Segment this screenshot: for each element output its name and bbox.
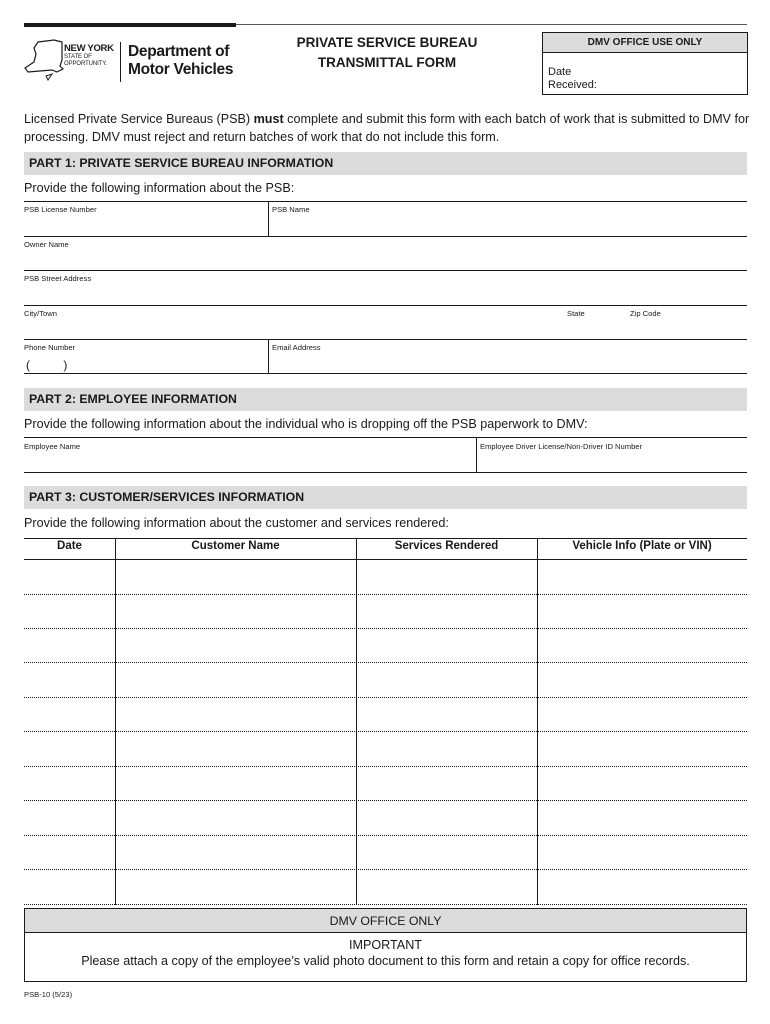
nys-dmv-logo — [24, 36, 244, 86]
part2-heading: PART 2: EMPLOYEE INFORMATION — [24, 388, 747, 411]
date-received-label-1: Date — [548, 66, 572, 78]
part1-rule-bottom — [24, 373, 747, 374]
header-rule-thick — [24, 23, 236, 27]
intro-emphasis: must — [253, 112, 284, 126]
table-row — [24, 835, 747, 836]
office-use-heading: DMV OFFICE USE ONLY — [543, 33, 747, 53]
table-header-rule — [24, 559, 747, 560]
table-row — [24, 662, 747, 663]
state-name: NEW YORK — [64, 43, 114, 54]
form-title-line-2: TRANSMITTAL FORM — [317, 55, 457, 70]
part1-rule-2 — [24, 236, 747, 237]
table-row — [24, 731, 747, 732]
column-header-customer-name: Customer Name — [191, 540, 280, 552]
state-tagline-2: OPPORTUNITY. — [64, 61, 107, 67]
column-header-date: Date — [57, 540, 82, 552]
part2-rule-top — [24, 437, 747, 438]
employee-license-id-label: Employee Driver License/Non-Driver ID Number — [480, 442, 643, 451]
part1-rule-3 — [24, 270, 747, 271]
column-header-vehicle-info: Vehicle Info (Plate or VIN) — [572, 540, 712, 552]
form-code: PSB-10 (5/23) — [24, 990, 73, 999]
header-rule-thin — [236, 24, 747, 25]
table-row — [24, 594, 747, 595]
part3-heading: PART 3: CUSTOMER/SERVICES INFORMATION — [24, 486, 747, 509]
table-row — [24, 904, 747, 905]
table-row — [24, 697, 747, 698]
city-town-label: City/Town — [24, 309, 57, 318]
part2-instructions: Provide the following information about the individual who is dropping off the PSB paperwork to DMV: — [24, 417, 588, 431]
important-label: IMPORTANT — [349, 938, 422, 952]
email-address-label: Email Address — [272, 343, 321, 352]
form-title-line-1: PRIVATE SERVICE BUREAU — [296, 35, 478, 50]
employee-name-label: Employee Name — [24, 442, 81, 451]
table-row — [24, 869, 747, 870]
part1-rule-4 — [24, 305, 747, 306]
phone-number-placeholder: ( ) — [26, 358, 68, 372]
department-line-2: Motor Vehicles — [128, 61, 234, 78]
intro-text-start: Licensed Private Service Bureaus (PSB) — [24, 112, 254, 126]
part2-rule-bottom — [24, 472, 747, 473]
dmv-office-only-box — [24, 908, 747, 982]
psb-name-label: PSB Name — [272, 205, 310, 214]
phone-number-label: Phone Number — [24, 343, 76, 352]
psb-street-address-label: PSB Street Address — [24, 274, 92, 283]
part1-divider-1 — [268, 201, 269, 237]
part1-divider-2 — [268, 339, 269, 374]
table-row — [24, 766, 747, 767]
psb-license-number-label: PSB License Number — [24, 205, 97, 214]
table-row — [24, 800, 747, 801]
part1-instructions: Provide the following information about the PSB: — [24, 181, 295, 195]
part1-rule-top — [24, 201, 747, 202]
date-received-label-2: Received: — [548, 79, 597, 91]
new-york-state-outline-icon — [24, 38, 64, 84]
logo-divider — [120, 42, 121, 82]
owner-name-label: Owner Name — [24, 240, 69, 249]
department-line-1: Department of — [128, 43, 230, 60]
important-message: Please attach a copy of the employee’s valid photo document to this form and retain a copy for office records. — [81, 954, 690, 968]
table-rule-top — [24, 538, 747, 539]
table-row — [24, 628, 747, 629]
part3-instructions: Provide the following information about the customer and services rendered: — [24, 516, 449, 530]
intro-text-end: complete and submit this form with each batch of work that is submitted to DMV for processing. DMV must reject and return batches of work that do not include this form. — [24, 112, 750, 144]
dmv-office-only-heading: DMV OFFICE ONLY — [25, 909, 746, 933]
zip-code-label: Zip Code — [630, 309, 661, 318]
state-label: State — [567, 309, 585, 318]
part2-divider — [476, 437, 477, 473]
intro-paragraph — [24, 110, 752, 146]
part1-rule-5 — [24, 339, 747, 340]
state-tagline-1: STATE OF — [64, 54, 92, 60]
dmv-office-use-box — [542, 32, 748, 95]
column-header-services-rendered: Services Rendered — [394, 540, 499, 552]
form-title — [262, 33, 512, 73]
part1-heading: PART 1: PRIVATE SERVICE BUREAU INFORMATION — [24, 152, 747, 175]
